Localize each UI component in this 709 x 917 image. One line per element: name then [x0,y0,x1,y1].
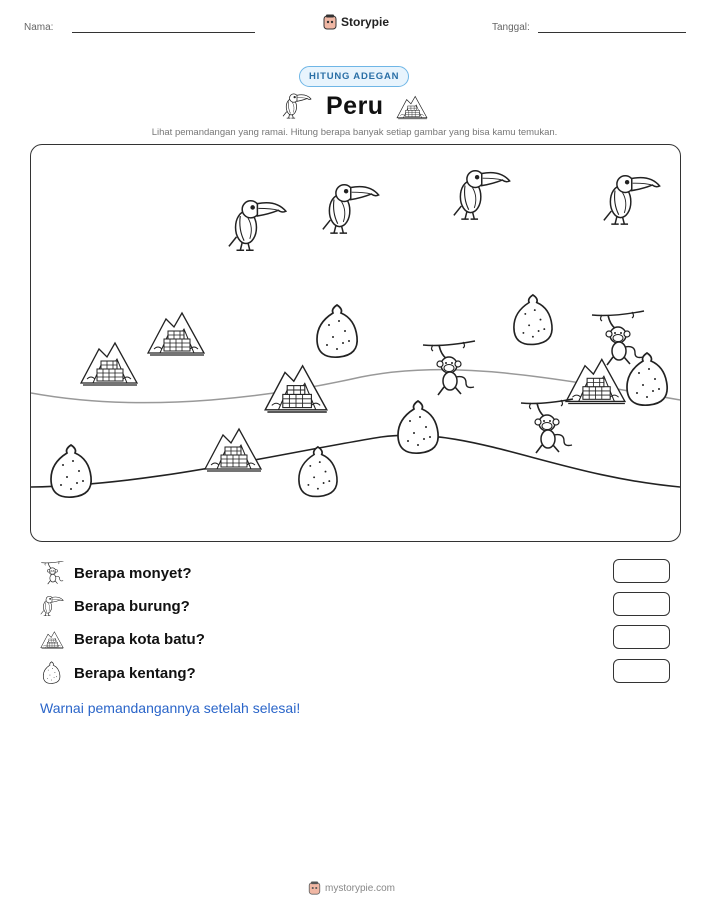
monkey-2 [592,311,644,365]
question-stone-cities: Berapa kota batu? [74,630,205,648]
question-row [40,594,190,618]
monkey-icon [40,561,64,585]
answer-box-birds[interactable] [613,592,670,616]
footer-site [308,881,395,895]
question-birds: Berapa burung? [74,597,190,615]
potato-2 [514,295,552,345]
potato-4 [398,401,438,453]
scene-picture [30,144,681,542]
potato-1 [317,305,357,357]
toucan-1 [229,201,286,250]
coloring-instruction: Warnai pemandangannya setelah selesai! [40,700,301,716]
potato-icon [40,661,64,685]
question-row [40,561,192,585]
date-label: Tanggal: [492,22,530,33]
brand-logo [323,14,389,30]
question-monkeys: Berapa monyet? [74,564,192,582]
answer-box-monkeys[interactable] [613,559,670,583]
answer-box-potatoes[interactable] [613,659,670,683]
monkey-3 [521,399,573,453]
site-url[interactable]: mystorypie.com [325,882,396,894]
front-hill-line [31,435,680,487]
brand-name: Storypie [341,15,390,29]
storypie-mascot-icon [308,881,321,895]
toucan-4 [604,176,660,224]
stone-city-3 [265,366,327,412]
stone-city-4 [205,429,261,471]
toucan-icon [282,92,312,120]
name-label: Nama: [24,22,54,33]
scene-illustration [31,145,680,541]
potato-5 [51,445,91,497]
potato-3 [627,353,667,405]
storypie-mascot-icon [323,14,337,30]
toucan-icon [40,594,64,618]
question-row [40,661,196,685]
stone-city-icon [40,627,64,651]
question-row [40,627,205,651]
page-title: Peru [326,92,384,120]
monkey-1 [423,341,475,395]
instructions: Lihat pemandangan yang ramai. Hitung berapa banyak setiap gambar yang bisa kamu temukan. [151,127,558,138]
answer-box-stone-cities[interactable] [613,625,670,649]
question-potatoes: Berapa kentang? [74,664,196,682]
date-field[interactable] [538,32,686,33]
name-field[interactable] [72,32,255,33]
toucan-2 [323,185,379,233]
stone-city-1 [81,343,137,385]
toucan-3 [454,171,510,219]
activity-badge: HITUNG ADEGAN [299,66,409,87]
potato-6 [299,447,337,497]
stone-city-2 [148,313,204,355]
stone-city-icon [396,92,428,120]
